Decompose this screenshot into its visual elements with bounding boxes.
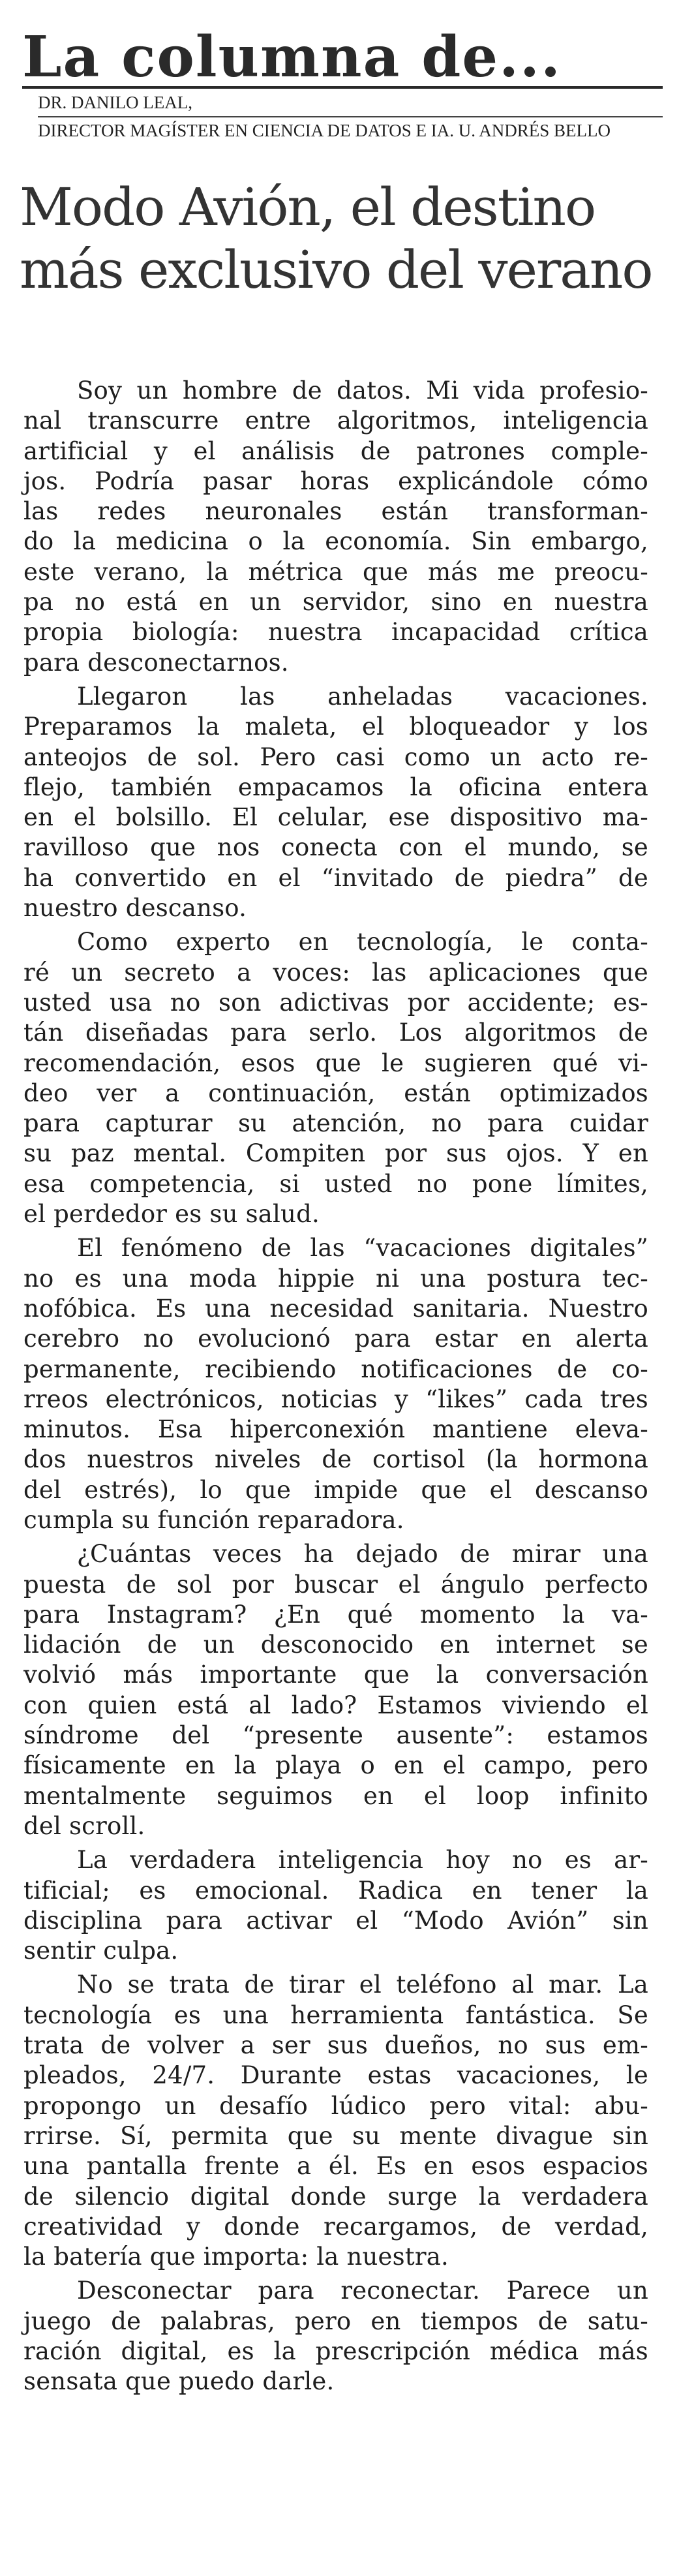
paragraph-line: su paz mental. Compiten por sus ojos. Y en	[23, 1139, 648, 1168]
paragraph-line: No se trata de tirar el teléfono al mar. La	[77, 1970, 648, 1999]
article-paragraph	[23, 1233, 648, 1535]
author-name: DR. DANILO LEAL,	[38, 93, 192, 112]
paragraph-line: tán diseñadas para serlo. Los algoritmos de	[23, 1019, 648, 1047]
paragraph-line: de silencio digital donde surge la verdadera	[23, 2182, 648, 2211]
paragraph-line: disciplina para activar el “Modo Avión” sin	[23, 1906, 648, 1935]
paragraph-line: La verdadera inteligencia hoy no es ar-	[77, 1846, 648, 1875]
paragraph-line: trata de volver a ser sus dueños, no sus em-	[23, 2031, 648, 2060]
paragraph-line: del scroll.	[23, 1811, 145, 1840]
paragraph-line: sensata que puedo darle.	[23, 2367, 335, 2396]
paragraph-line: Como experto en tecnología, le conta-	[77, 928, 648, 957]
paragraph-line: sentir culpa.	[23, 1937, 179, 1965]
article-paragraph	[23, 1845, 648, 1966]
paragraph-line: propia biología: nuestra incapacidad crítica	[23, 618, 648, 647]
paragraph-line: mentalmente seguimos en el loop infinito	[23, 1781, 648, 1810]
paragraph-line: pleados, 24/7. Durante estas vacaciones, le	[23, 2061, 648, 2090]
paragraph-line: permanente, recibiendo notificaciones de co-	[23, 1355, 648, 1383]
paragraph-line: para desconectarnos.	[23, 648, 289, 677]
paragraph-line: esa competencia, si usted no pone límites,	[23, 1169, 648, 1198]
article-body	[23, 376, 648, 2401]
author-rule	[38, 116, 663, 117]
paragraph-line: Llegaron las anheladas vacaciones.	[77, 682, 648, 711]
paragraph-line: nuestro descanso.	[23, 894, 247, 923]
paragraph-line: pa no está en un servidor, sino en nuestra	[23, 588, 648, 617]
paragraph-line: flejo, también empacamos la oficina entera	[23, 773, 648, 801]
paragraph-line: síndrome del “presente ausente”: estamos	[23, 1721, 648, 1750]
paragraph-line: con quien está al lado? Estamos viviendo el	[23, 1691, 648, 1719]
paragraph-line: para Instagram? ¿En qué momento la va-	[23, 1600, 648, 1629]
paragraph-line: anteojos de sol. Pero casi como un acto re-	[23, 743, 648, 771]
article-paragraph	[23, 2276, 648, 2397]
paragraph-line: en el bolsillo. El celular, ese dispositivo ma-	[23, 803, 648, 832]
paragraph-line: cerebro no evolucionó para estar en alerta	[23, 1325, 648, 1353]
paragraph-line: El fenómeno de las “vacaciones digitales”	[77, 1234, 648, 1263]
paragraph-line: rrirse. Sí, permita que su mente divague sin	[23, 2121, 648, 2150]
paragraph-line: ha convertido en el “invitado de piedra” de	[23, 863, 648, 892]
paragraph-line: lidación de un desconocido en internet se	[23, 1631, 648, 1659]
author-title: DIRECTOR MAGÍSTER EN CIENCIA DE DATOS E IA. U. ANDRÉS BELLO	[38, 121, 611, 140]
paragraph-line: do la medicina o la economía. Sin embargo,	[23, 527, 648, 556]
paragraph-line: nal transcurre entre algoritmos, inteligencia	[23, 406, 648, 435]
paragraph-line: Soy un hombre de datos. Mi vida profesio-	[77, 376, 648, 405]
paragraph-line: Preparamos la maleta, el bloqueador y los	[23, 713, 648, 741]
article-headline	[20, 176, 678, 301]
paragraph-line: Desconectar para reconectar. Parece un	[77, 2277, 648, 2305]
paragraph-line: usted usa no son adictivas por accidente; es-	[23, 988, 648, 1017]
paragraph-line: no es una moda hippie ni una postura tec-	[23, 1264, 648, 1293]
masthead-rule	[22, 86, 663, 89]
paragraph-line: puesta de sol por buscar el ángulo perfecto	[23, 1570, 648, 1599]
paragraph-line: jos. Podría pasar horas explicándole cómo	[23, 467, 648, 495]
section-title: La columna de...	[22, 24, 562, 90]
paragraph-line: ré un secreto a voces: las aplicaciones que	[23, 958, 648, 987]
paragraph-line: una pantalla frente a él. Es en esos espacios	[23, 2152, 648, 2181]
paragraph-line: tecnología es una herramienta fantástica. Se	[23, 2001, 648, 2029]
paragraph-line: rreos electrónicos, noticias y “likes” cada tres	[23, 1385, 648, 1413]
headline-line: Modo Avión, el destino	[20, 177, 596, 238]
paragraph-line: creatividad y donde recargamos, de verdad,	[23, 2212, 648, 2241]
paragraph-line: artificial y el análisis de patrones comple-	[23, 437, 648, 465]
paragraph-line: volvió más importante que la conversación	[23, 1661, 648, 1689]
paragraph-line: ravilloso que nos conecta con el mundo, se	[23, 833, 648, 862]
paragraph-line: tificial; es emocional. Radica en tener la	[23, 1876, 648, 1905]
paragraph-line: juego de palabras, pero en tiempos de satu-	[23, 2307, 648, 2335]
article-paragraph	[23, 1970, 648, 2272]
paragraph-line: para capturar su atención, no para cuidar	[23, 1109, 648, 1138]
paragraph-line: dos nuestros niveles de cortisol (la hormona	[23, 1445, 648, 1474]
paragraph-line: propongo un desafío lúdico pero vital: abu-	[23, 2091, 648, 2120]
paragraph-line: ración digital, es la prescripción médica más	[23, 2337, 648, 2365]
paragraph-line: del estrés), lo que impide que el descanso	[23, 1475, 648, 1504]
paragraph-line: la batería que importa: la nuestra.	[23, 2243, 449, 2271]
paragraph-line: físicamente en la playa o en el campo, pero	[23, 1751, 648, 1780]
article-paragraph	[23, 376, 648, 678]
headline-line: más exclusivo del verano	[20, 239, 652, 300]
paragraph-line: recomendación, esos que le sugieren qué vi-	[23, 1049, 648, 1077]
paragraph-line: deo ver a continuación, están optimizados	[23, 1079, 648, 1107]
paragraph-line: nofóbica. Es una necesidad sanitaria. Nuestro	[23, 1294, 648, 1323]
paragraph-line: ¿Cuántas veces ha dejado de mirar una	[77, 1540, 648, 1569]
paragraph-line: minutos. Esa hiperconexión mantiene eleva-	[23, 1415, 648, 1444]
article-paragraph	[23, 1539, 648, 1841]
paragraph-line: las redes neuronales están transforman-	[23, 497, 648, 526]
paragraph-line: este verano, la métrica que más me preocu-	[23, 557, 648, 586]
article-paragraph	[23, 927, 648, 1229]
paragraph-line: cumpla su función reparadora.	[23, 1505, 404, 1534]
article-paragraph	[23, 682, 648, 923]
paragraph-line: el perdedor es su salud.	[23, 1200, 320, 1229]
